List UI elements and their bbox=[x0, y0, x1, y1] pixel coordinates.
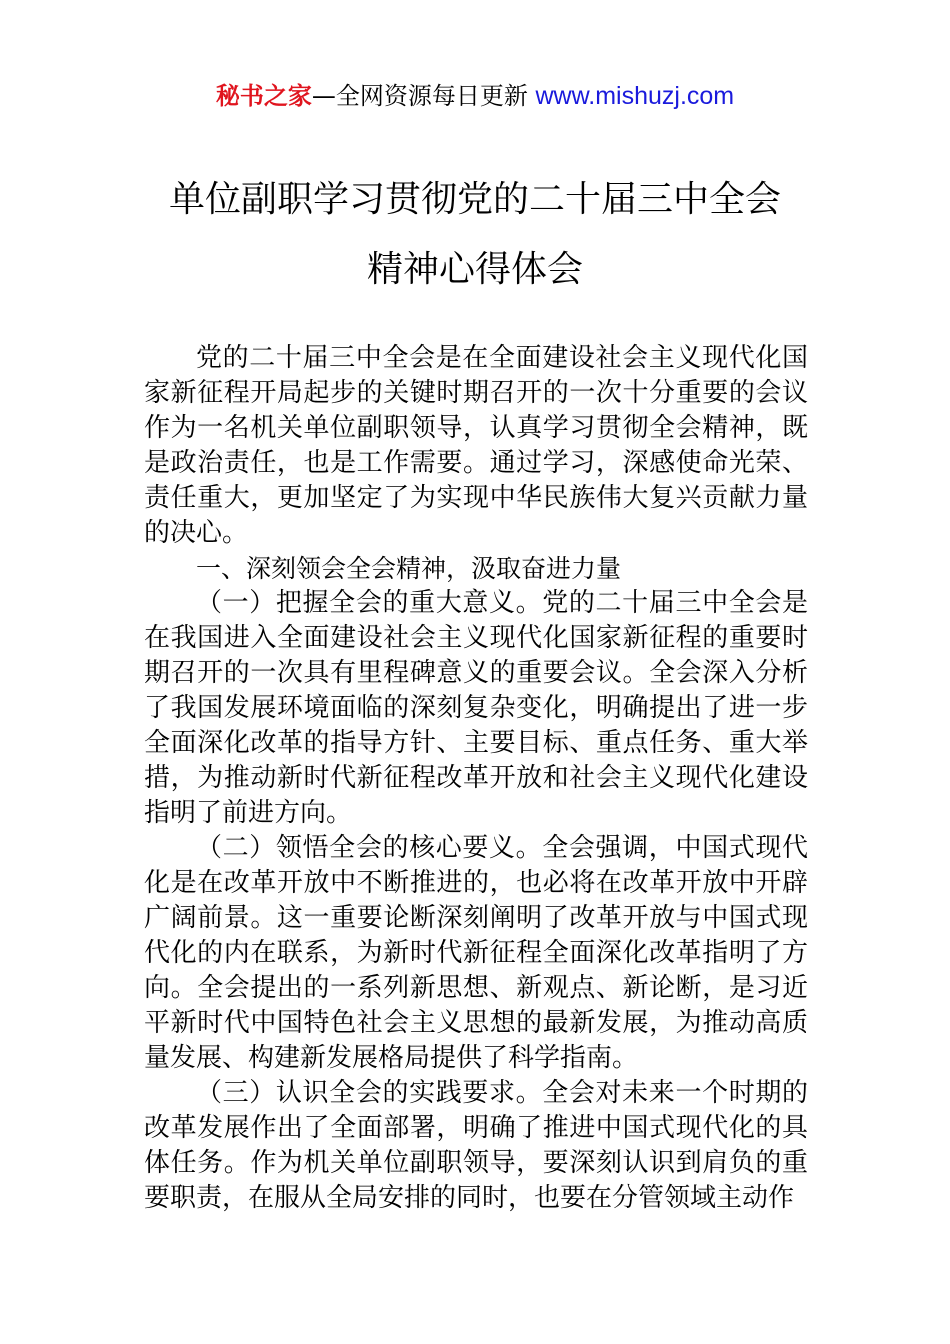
document-title-line-1: 单位副职学习贯彻党的二十届三中全会 bbox=[168, 179, 781, 220]
section-heading: 一、深刻领会全会精神，汲取奋进力量 bbox=[196, 554, 622, 583]
body-paragraph: （一）把握全会的重大意义。党的二十届三中全会是在我国进入全面建设社会主义现代化国家新征程的重要时期召开的一次具有里程碑意义的重要会议。全会深入分析了我国发展环境面临的深刻复杂变化，明确提出了进一步全面深化改革的指导方针、主要目标、重点任务、重大举措，为推动新时代新征程改革开放和社会主义现代化建设指明了前进方向。 bbox=[144, 588, 808, 828]
brand-name: 秘书之家 bbox=[215, 82, 312, 110]
intro-paragraph: 党的二十届三中全会是在全面建设社会主义现代化国家新征程开局起步的关键时期召开的一次十分重要的会议作为一名机关单位副职领导，认真学习贯彻全会精神，既是政治责任，也是工作需要。通过学习，深感使命光荣、责任重大，更加坚定了为实现中华民族伟大复兴贡献力量的决心。 bbox=[144, 343, 808, 548]
body-paragraph: （二）领悟全会的核心要义。全会强调，中国式现代化是在改革开放中不断推进的，也必将在改革开放中开辟广阔前景。这一重要论断深刻阐明了改革开放与中国式现代化的内在联系，为新时代新征程全面深化改革指明了方向。全会提出的一系列新思想、新观点、新论断，是习近平新时代中国特色社会主义思想的最新发展，为推动高质量发展、构建新发展格局提供了科学指南。 bbox=[144, 833, 808, 1073]
document-title-line-2: 精神心得体会 bbox=[366, 249, 583, 290]
header-tagline: —全网资源每日更新 bbox=[311, 82, 536, 110]
document-body bbox=[144, 341, 808, 1216]
site-header bbox=[0, 80, 950, 112]
body-paragraph: （三）认识全会的实践要求。全会对未来一个时期的改革发展作出了全面部署，明确了推进中国式现代化的具体任务。作为机关单位副职领导，要深刻认识到肩负的重要职责，在服从全局安排的同时，也要在分管领域主动作 bbox=[144, 1078, 808, 1213]
site-url-link[interactable]: www.mishuzj.com bbox=[535, 82, 735, 110]
